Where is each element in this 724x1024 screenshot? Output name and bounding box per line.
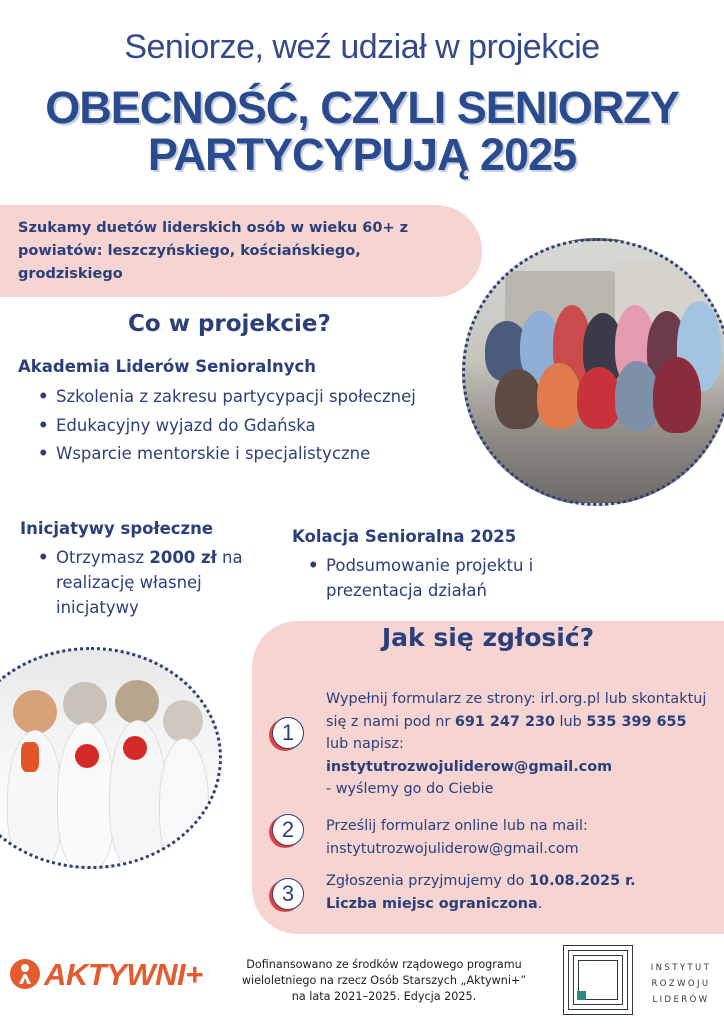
recruitment-banner (0, 205, 482, 297)
step-number-1: 1 (272, 717, 304, 749)
initiatives-text-suffix: na realizację własnej inicjatywy (56, 548, 243, 617)
list-item: • Edukacyjny wyjazd do Gdańska (34, 413, 444, 439)
group-photo (462, 238, 724, 506)
person-figure (159, 738, 209, 868)
person-figure (537, 363, 581, 429)
list-item: • Wsparcie mentorskie i specjalistyczne (34, 441, 444, 467)
irl-logo-line: ROZWOJU (651, 979, 711, 989)
step-3-end: . (537, 895, 543, 912)
seniors-photo (0, 647, 222, 869)
person-figure (495, 369, 541, 429)
orange-scarf (21, 742, 39, 772)
irl-logo-line: INSTYTUT (650, 963, 712, 973)
initiatives-text-prefix: Otrzymasz (56, 548, 150, 567)
red-flower (75, 744, 99, 768)
dinner-title: Kolacja Senioralna 2025 (292, 527, 517, 546)
list-item: • Podsumowanie projektu i prezentacja działań (304, 553, 604, 603)
apply-title: Jak się zgłosić? (381, 623, 595, 652)
header-subtitle: Seniorze, weź udział w projekcie (124, 28, 600, 66)
step-2-text: Prześlij formularz online lub na mail: instytutrozwojuliderow@gmail.com (326, 818, 588, 857)
irl-logo-text (641, 960, 721, 1008)
phone-number: 535 399 655 (586, 713, 687, 730)
irl-logo (563, 943, 719, 1019)
page-title-line2: PARTYCYPUJĄ 2025 (147, 129, 577, 180)
irl-logo-line: LIDERÓW (652, 995, 710, 1005)
dinner-list (304, 553, 604, 603)
step-number-3: 3 (272, 878, 304, 910)
aktywni-logo-text: AKTYWNI+ (44, 957, 203, 992)
email-address: instytutrozwojuliderow@gmail.com (326, 758, 613, 775)
academy-list (34, 384, 444, 470)
page-title-line1: OBECNOŚĆ, CZYLI SENIORZY (45, 82, 679, 133)
limit-notice: Liczba miejsc ograniczona (326, 895, 538, 912)
grant-amount: 2000 zł (149, 548, 217, 567)
runner-icon (10, 959, 40, 989)
deadline-date: 10.08.2025 r. (529, 873, 636, 889)
person-figure (653, 357, 701, 433)
funding-note: Dofinansowano ze środków rządowego programu wieloletniego na rzecz Osób Starszych „Aktywni+” na lata 2021–2025. Edycja 2025. (241, 958, 527, 1003)
list-item: • Szkolenia z zakresu partycypacji społecznej (34, 384, 444, 410)
initiatives-list (34, 545, 274, 620)
recruitment-text: Szukamy duetów liderskich osób w wieku 60+ z powiatów: leszczyńskiego, kościańskiego, grodziskiego (18, 220, 409, 282)
person-head (13, 690, 57, 734)
step-number-2: 2 (272, 814, 304, 846)
person-head (63, 682, 107, 726)
person-head (115, 680, 159, 724)
person-head (163, 700, 203, 742)
initiatives-title: Inicjatywy społeczne (20, 519, 214, 538)
list-item (34, 545, 274, 620)
step-3-text (326, 870, 706, 915)
academy-title: Akademia Liderów Senioralnych (18, 357, 317, 376)
logo-teal-square (577, 991, 586, 1000)
step-1-connector: lub (554, 713, 587, 730)
step-1-outro: - wyślemy go do Ciebie (326, 781, 494, 797)
project-section-title: Co w projekcie? (128, 311, 331, 337)
step-1-intro: Wypełnij formularz ze strony: irl.org.pl lub skontaktuj się z nami pod nr (326, 691, 707, 730)
step-3-intro: Zgłoszenia przyjmujemy do (326, 873, 530, 889)
step-1-connector: lub napisz: (326, 736, 404, 752)
step-1-text (326, 688, 712, 801)
red-flower (123, 736, 147, 760)
phone-number: 691 247 230 (454, 713, 555, 730)
page-title (0, 84, 724, 178)
aktywni-logo (10, 957, 230, 993)
